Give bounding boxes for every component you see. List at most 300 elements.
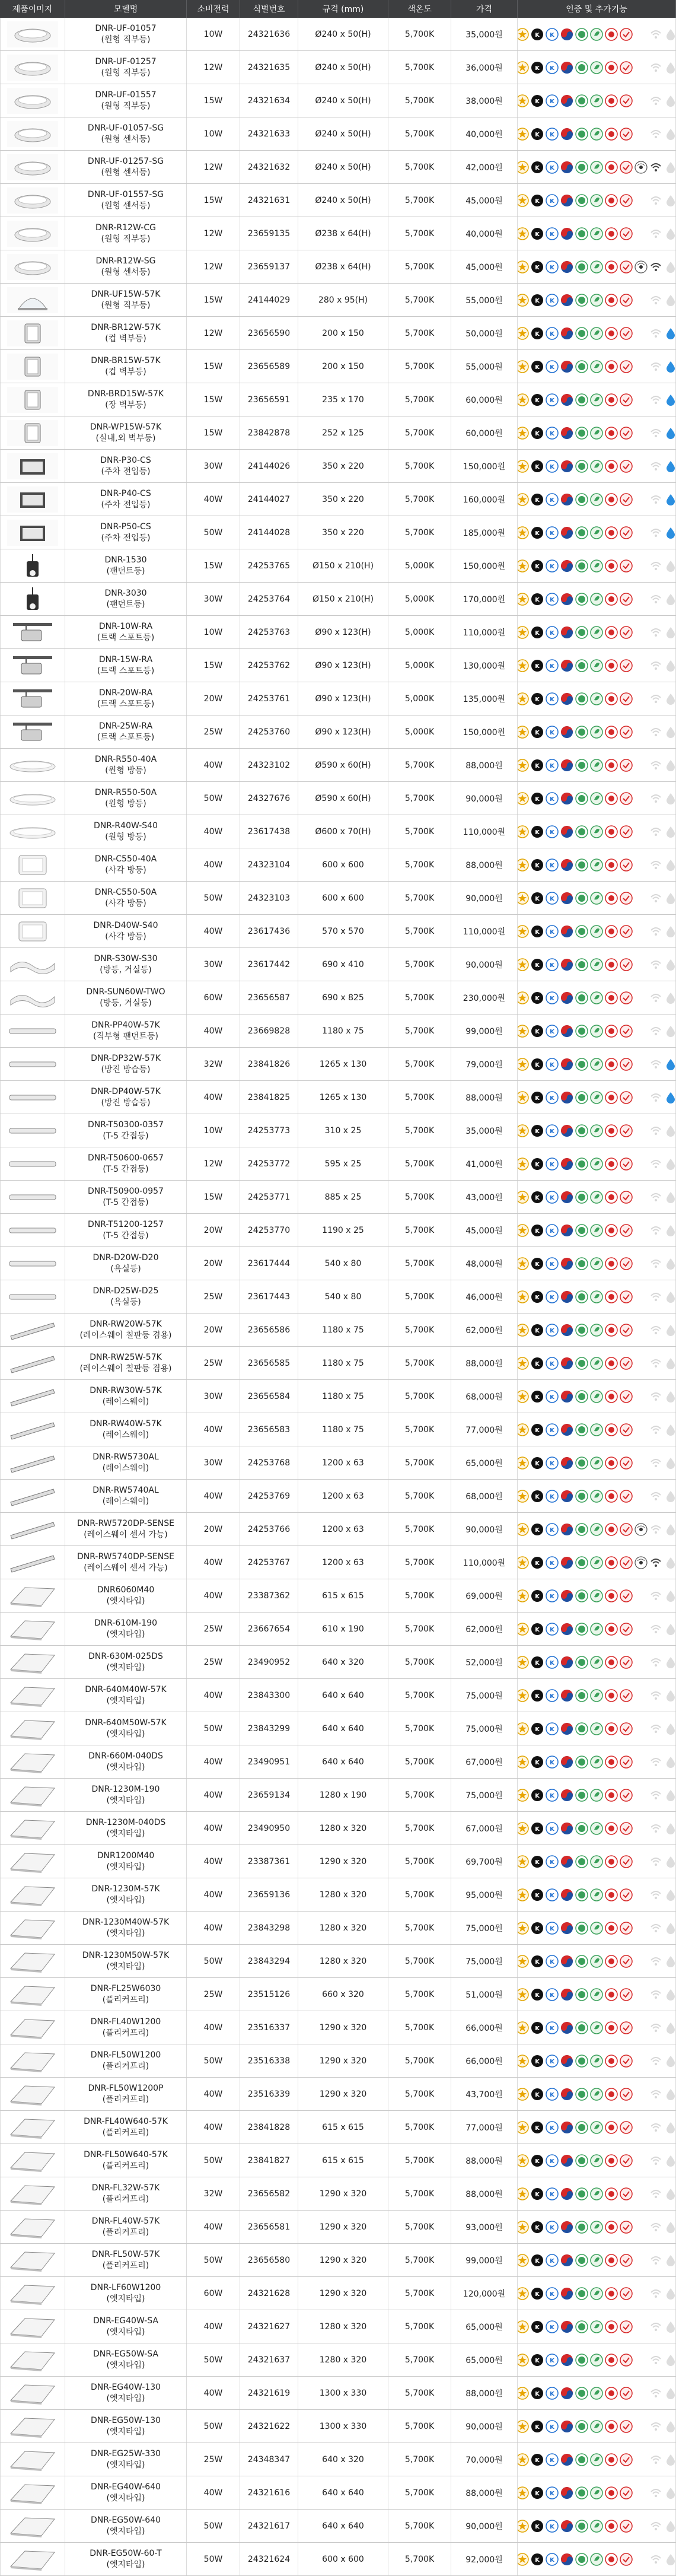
high-efficiency-icon <box>575 294 588 307</box>
model-cell <box>65 1247 187 1280</box>
product-thumbnail <box>7 885 58 911</box>
svg-text:K: K <box>535 2357 540 2364</box>
cct-value: 5,000K <box>388 649 451 682</box>
product-thumbnail <box>7 1151 58 1177</box>
kc-blue-icon <box>546 1357 559 1370</box>
high-efficiency-icon <box>575 626 588 639</box>
svg-text:K: K <box>550 1460 554 1467</box>
id-number: 23656590 <box>240 317 298 349</box>
energy-star-icon <box>518 692 529 705</box>
svg-text:K: K <box>535 1394 540 1401</box>
sensor-icon <box>634 2221 648 2234</box>
high-efficiency-icon <box>575 2021 588 2034</box>
product-thumbnail <box>7 1815 58 1842</box>
svg-text:K: K <box>550 663 554 670</box>
kc-mark-icon <box>531 28 544 41</box>
cct-value: 5,700K <box>388 1347 451 1379</box>
waterproof-icon <box>664 1157 676 1171</box>
product-image <box>0 1446 65 1479</box>
certifications-cell <box>518 2244 676 2276</box>
product-image <box>0 948 65 981</box>
svg-text:K: K <box>550 530 554 537</box>
eco-label-icon <box>590 659 603 672</box>
price-value: 75,000원 <box>451 1679 518 1712</box>
model-cell <box>65 981 187 1014</box>
certifications-cell <box>518 1081 676 1114</box>
sensor-icon <box>634 1789 648 1802</box>
size-value: 310 x 25 <box>298 1114 388 1147</box>
quality-mark-icon <box>620 460 633 473</box>
sensor-icon <box>634 227 648 240</box>
cct-value: 5,700K <box>388 1048 451 1080</box>
korea-mark-icon <box>605 2453 618 2466</box>
model-name: DNR-1530 <box>104 555 147 565</box>
model-type: (엣지타입) <box>106 1862 145 1872</box>
sensor-icon <box>634 1988 648 2001</box>
size-value: 610 x 190 <box>298 1613 388 1645</box>
certifications-cell <box>518 350 676 383</box>
kc-blue-icon <box>546 2121 559 2134</box>
taegeuk-icon <box>560 2553 573 2566</box>
eco-label-icon <box>590 1191 603 1204</box>
kc-blue-icon <box>546 393 559 406</box>
model-type: (플리커프리) <box>102 2061 149 2071</box>
cct-value: 5,700K <box>388 84 451 117</box>
wifi-icon <box>649 1124 662 1137</box>
model-cell <box>65 583 187 615</box>
svg-text:K: K <box>550 1394 554 1401</box>
quality-mark-icon <box>620 1423 633 1436</box>
sensor-icon <box>634 1290 648 1303</box>
certifications-cell <box>518 184 676 217</box>
waterproof-icon <box>664 94 676 107</box>
model-cell <box>65 1546 187 1579</box>
model-type: (원형 센서등) <box>101 267 151 277</box>
certifications-cell <box>518 715 676 748</box>
taegeuk-icon <box>560 1124 573 1137</box>
product-image <box>0 1745 65 1778</box>
high-efficiency-icon <box>575 28 588 41</box>
price-value: 45,000원 <box>451 250 518 283</box>
high-efficiency-icon <box>575 61 588 74</box>
korea-mark-icon <box>605 825 618 838</box>
model-name: DNR-FL50W1200 <box>90 2050 161 2060</box>
taegeuk-icon <box>560 1955 573 1968</box>
wifi-icon <box>649 493 662 506</box>
svg-text:K: K <box>535 2457 540 2464</box>
kc-mark-icon <box>531 427 544 440</box>
product-thumbnail <box>7 1550 58 1576</box>
kc-blue-icon <box>546 825 559 838</box>
model-cell <box>65 18 187 50</box>
model-type: (욕실등) <box>110 1297 141 1307</box>
svg-text:K: K <box>550 2191 554 2198</box>
eco-label-icon <box>590 759 603 772</box>
kc-mark-icon <box>531 1888 544 1901</box>
size-value: 570 x 570 <box>298 915 388 947</box>
eco-label-icon <box>590 2187 603 2200</box>
product-image <box>0 2144 65 2177</box>
model-type: (플리커프리) <box>102 1995 149 2005</box>
cct-value: 5,700K <box>388 2510 451 2542</box>
table-row <box>0 1280 676 1314</box>
certifications-cell <box>518 1546 676 1579</box>
price-value: 88,000원 <box>451 2377 518 2409</box>
kc-blue-icon <box>546 1025 559 1038</box>
sensor-icon <box>634 1888 648 1901</box>
high-efficiency-icon <box>575 593 588 606</box>
high-efficiency-icon <box>575 825 588 838</box>
product-thumbnail <box>7 586 58 612</box>
model-type: (레이스웨이) <box>102 1397 149 1407</box>
sensor-icon <box>634 493 648 506</box>
taegeuk-icon <box>560 2387 573 2400</box>
svg-text:K: K <box>550 2257 554 2265</box>
model-name: DNR-T50300-0357 <box>88 1120 164 1130</box>
svg-text:K: K <box>535 164 540 171</box>
model-name: DNR-RW20W-57K <box>90 1319 162 1329</box>
high-efficiency-icon <box>575 427 588 440</box>
energy-star-icon <box>518 1523 529 1536</box>
korea-mark-icon <box>605 991 618 1004</box>
eco-label-icon <box>590 1623 603 1636</box>
table-row <box>0 217 676 250</box>
power-value: 50W <box>187 2144 240 2177</box>
taegeuk-icon <box>560 659 573 672</box>
taegeuk-icon <box>560 2520 573 2533</box>
model-type: (원형 직부등) <box>101 101 151 111</box>
energy-star-icon <box>518 1058 529 1071</box>
kc-blue-icon <box>546 327 559 340</box>
sensor-icon <box>634 2021 648 2034</box>
eco-label-icon <box>590 1822 603 1835</box>
id-number: 24253770 <box>240 1214 298 1246</box>
size-value: Ø590 x 60(H) <box>298 749 388 781</box>
korea-mark-icon <box>605 61 618 74</box>
certifications-cell <box>518 18 676 50</box>
model-cell <box>65 250 187 283</box>
taegeuk-icon <box>560 1689 573 1702</box>
power-value: 40W <box>187 1015 240 1047</box>
korea-mark-icon <box>605 1324 618 1337</box>
id-number: 24327676 <box>240 782 298 815</box>
high-efficiency-icon <box>575 659 588 672</box>
product-image <box>0 1712 65 1745</box>
kc-mark-icon <box>531 2320 544 2333</box>
wifi-icon <box>649 726 662 739</box>
certifications-cell <box>518 1779 676 1811</box>
model-cell <box>65 1978 187 2011</box>
taegeuk-icon <box>560 2420 573 2433</box>
kc-mark-icon <box>531 2154 544 2167</box>
kc-mark-icon <box>531 2021 544 2034</box>
power-value: 50W <box>187 2244 240 2276</box>
eco-label-icon <box>590 1058 603 1071</box>
product-thumbnail <box>7 21 58 47</box>
model-name: DNR-RW5730AL <box>93 1452 159 1462</box>
svg-text:K: K <box>535 1427 540 1434</box>
eco-label-icon <box>590 393 603 406</box>
table-row <box>0 2011 676 2044</box>
table-row <box>0 416 676 450</box>
id-number: 23516338 <box>240 2044 298 2077</box>
model-name: DNR-FL32W-57K <box>91 2183 160 2193</box>
power-value: 12W <box>187 151 240 183</box>
kc-blue-icon <box>546 1756 559 1769</box>
certifications-cell <box>518 117 676 150</box>
model-type: (원형 직부등) <box>101 34 151 44</box>
quality-mark-icon <box>620 260 633 273</box>
wifi-icon <box>649 2453 662 2466</box>
wifi-icon <box>649 61 662 74</box>
table-row <box>0 2377 676 2410</box>
waterproof-icon <box>664 991 676 1004</box>
model-type: (엣지타입) <box>106 1662 145 1672</box>
certifications-cell <box>518 815 676 848</box>
korea-mark-icon <box>605 1722 618 1735</box>
high-efficiency-icon <box>575 1756 588 1769</box>
high-efficiency-icon <box>575 991 588 1004</box>
taegeuk-icon <box>560 1025 573 1038</box>
model-cell <box>65 848 187 881</box>
kc-mark-icon <box>531 1523 544 1536</box>
kc-blue-icon <box>546 2553 559 2566</box>
size-value: 350 x 220 <box>298 450 388 482</box>
model-type: (트랙 스포트등) <box>97 699 155 709</box>
korea-mark-icon <box>605 1290 618 1303</box>
high-efficiency-icon <box>575 1058 588 1071</box>
model-name: DNR-BR15W-57K <box>91 355 161 365</box>
power-value: 12W <box>187 250 240 283</box>
svg-text:K: K <box>550 1161 554 1168</box>
wifi-icon <box>649 460 662 473</box>
high-efficiency-icon <box>575 2520 588 2533</box>
kc-mark-icon <box>531 1689 544 1702</box>
id-number: 23659137 <box>240 250 298 283</box>
certifications-cell <box>518 1613 676 1645</box>
model-cell <box>65 1147 187 1180</box>
kc-mark-icon <box>531 792 544 805</box>
svg-text:K: K <box>550 430 554 437</box>
waterproof-icon <box>664 1689 676 1702</box>
high-efficiency-icon <box>575 1888 588 1901</box>
svg-text:K: K <box>535 231 540 238</box>
price-value: 90,000원 <box>451 1513 518 1545</box>
waterproof-icon <box>664 792 676 805</box>
size-value: 640 x 640 <box>298 1712 388 1745</box>
certifications-cell <box>518 616 676 648</box>
energy-star-icon <box>518 194 529 207</box>
energy-star-icon <box>518 2254 529 2267</box>
table-row <box>0 2144 676 2177</box>
model-type: (엣지타입) <box>106 1828 145 1839</box>
certifications-cell <box>518 1745 676 1778</box>
model-type: (레이스웨이 센서 가능) <box>84 1529 168 1540</box>
taegeuk-icon <box>560 294 573 307</box>
energy-star-icon <box>518 1789 529 1802</box>
cct-value: 5,700K <box>388 51 451 84</box>
energy-star-icon <box>518 1091 529 1104</box>
kc-mark-icon <box>531 1324 544 1337</box>
price-value: 90,000원 <box>451 2510 518 2542</box>
sensor-icon <box>634 1523 648 1536</box>
model-name: DNR-T50600-0657 <box>88 1153 164 1163</box>
product-image <box>0 848 65 881</box>
wifi-icon <box>649 2088 662 2101</box>
model-name: DNR-EG40W-SA <box>93 2316 159 2326</box>
energy-star-icon <box>518 526 529 539</box>
size-value: 640 x 640 <box>298 2510 388 2542</box>
korea-mark-icon <box>605 1124 618 1137</box>
power-value: 25W <box>187 715 240 748</box>
model-cell <box>65 1413 187 1446</box>
svg-text:K: K <box>550 1593 554 1600</box>
cct-value: 5,700K <box>388 1513 451 1545</box>
size-value: 200 x 150 <box>298 350 388 383</box>
sensor-icon <box>634 2453 648 2466</box>
svg-text:K: K <box>550 696 554 703</box>
model-type: (방진 방습등) <box>101 1098 151 1108</box>
model-name: DNR-20W-RA <box>98 688 153 698</box>
korea-mark-icon <box>605 2387 618 2400</box>
cct-value: 5,700K <box>388 1945 451 1977</box>
model-name: DNR-P40-CS <box>100 488 151 498</box>
energy-star-icon <box>518 991 529 1004</box>
kc-blue-icon <box>546 294 559 307</box>
high-efficiency-icon <box>575 526 588 539</box>
model-cell <box>65 882 187 914</box>
power-value: 30W <box>187 948 240 981</box>
kc-blue-icon <box>546 2088 559 2101</box>
taegeuk-icon <box>560 1988 573 2001</box>
power-value: 40W <box>187 2111 240 2144</box>
size-value: Ø590 x 60(H) <box>298 782 388 815</box>
quality-mark-icon <box>620 2387 633 2400</box>
quality-mark-icon <box>620 726 633 739</box>
taegeuk-icon <box>560 825 573 838</box>
certifications-cell <box>518 1712 676 1745</box>
taegeuk-icon <box>560 128 573 141</box>
taegeuk-icon <box>560 593 573 606</box>
kc-mark-icon <box>531 1157 544 1171</box>
model-type: (주차 전입등) <box>101 500 151 510</box>
waterproof-icon <box>664 1756 676 1769</box>
korea-mark-icon <box>605 2154 618 2167</box>
wifi-icon <box>649 2254 662 2267</box>
id-number: 23617436 <box>240 915 298 947</box>
size-value: 1190 x 25 <box>298 1214 388 1246</box>
model-name: DNR-EG40W-130 <box>90 2382 161 2392</box>
quality-mark-icon <box>620 161 633 174</box>
size-value: 640 x 640 <box>298 1679 388 1712</box>
sensor-icon <box>634 1124 648 1137</box>
product-image <box>0 317 65 349</box>
table-row <box>0 715 676 749</box>
power-value: 15W <box>187 416 240 449</box>
korea-mark-icon <box>605 2221 618 2234</box>
waterproof-icon <box>664 360 676 373</box>
product-thumbnail <box>7 187 58 214</box>
kc-mark-icon <box>531 1922 544 1935</box>
kc-mark-icon <box>531 2553 544 2566</box>
eco-label-icon <box>590 161 603 174</box>
wifi-icon <box>649 2320 662 2333</box>
svg-text:K: K <box>535 2257 540 2265</box>
kc-blue-icon <box>546 1423 559 1436</box>
kc-mark-icon <box>531 1756 544 1769</box>
cct-value: 5,700K <box>388 1712 451 1745</box>
cct-value: 5,700K <box>388 18 451 50</box>
taegeuk-icon <box>560 1324 573 1337</box>
kc-mark-icon <box>531 128 544 141</box>
model-type: (엣지타입) <box>106 1961 145 1971</box>
quality-mark-icon <box>620 2121 633 2134</box>
model-cell <box>65 217 187 250</box>
model-name: DNR-UF-01557 <box>95 90 157 100</box>
eco-label-icon <box>590 1224 603 1237</box>
table-row <box>0 948 676 981</box>
waterproof-icon <box>664 1988 676 2001</box>
size-value: 1290 x 320 <box>298 1845 388 1878</box>
energy-star-icon <box>518 460 529 473</box>
svg-text:K: K <box>550 1360 554 1367</box>
model-name: DNR-630M-025DS <box>88 1651 163 1661</box>
model-type: (T-5 간접등) <box>103 1131 149 1141</box>
eco-label-icon <box>590 294 603 307</box>
id-number: 23843294 <box>240 1945 298 1977</box>
korea-mark-icon <box>605 2121 618 2134</box>
model-type: (플리커프리) <box>102 2194 149 2204</box>
kc-blue-icon <box>546 759 559 772</box>
id-number: 23617444 <box>240 1247 298 1280</box>
id-number: 24144026 <box>240 450 298 482</box>
quality-mark-icon <box>620 593 633 606</box>
energy-star-icon <box>518 1191 529 1204</box>
power-value: 50W <box>187 2410 240 2443</box>
high-efficiency-icon <box>575 759 588 772</box>
model-cell <box>65 1679 187 1712</box>
quality-mark-icon <box>620 194 633 207</box>
product-thumbnail <box>7 1384 58 1410</box>
certifications-cell <box>518 682 676 715</box>
price-value: 40,000원 <box>451 217 518 250</box>
id-number: 24321622 <box>240 2410 298 2443</box>
size-value: Ø240 x 50(H) <box>298 151 388 183</box>
svg-text:K: K <box>535 264 540 271</box>
product-thumbnail <box>7 254 58 280</box>
product-image <box>0 416 65 449</box>
model-cell <box>65 682 187 715</box>
svg-text:K: K <box>550 1427 554 1434</box>
cct-value: 5,700K <box>388 1878 451 1911</box>
power-value: 15W <box>187 350 240 383</box>
sensor-icon <box>634 1922 648 1935</box>
high-efficiency-icon <box>575 2354 588 2367</box>
quality-mark-icon <box>620 1556 633 1569</box>
kc-mark-icon <box>531 2055 544 2068</box>
model-cell <box>65 2244 187 2276</box>
sensor-icon <box>634 393 648 406</box>
cct-value: 5,700K <box>388 250 451 283</box>
wifi-icon <box>649 1357 662 1370</box>
kc-blue-icon <box>546 260 559 273</box>
kc-blue-icon <box>546 2486 559 2499</box>
id-number: 24321617 <box>240 2510 298 2542</box>
wifi-icon <box>649 327 662 340</box>
taegeuk-icon <box>560 925 573 938</box>
table-row <box>0 682 676 715</box>
wifi-icon <box>649 1191 662 1204</box>
